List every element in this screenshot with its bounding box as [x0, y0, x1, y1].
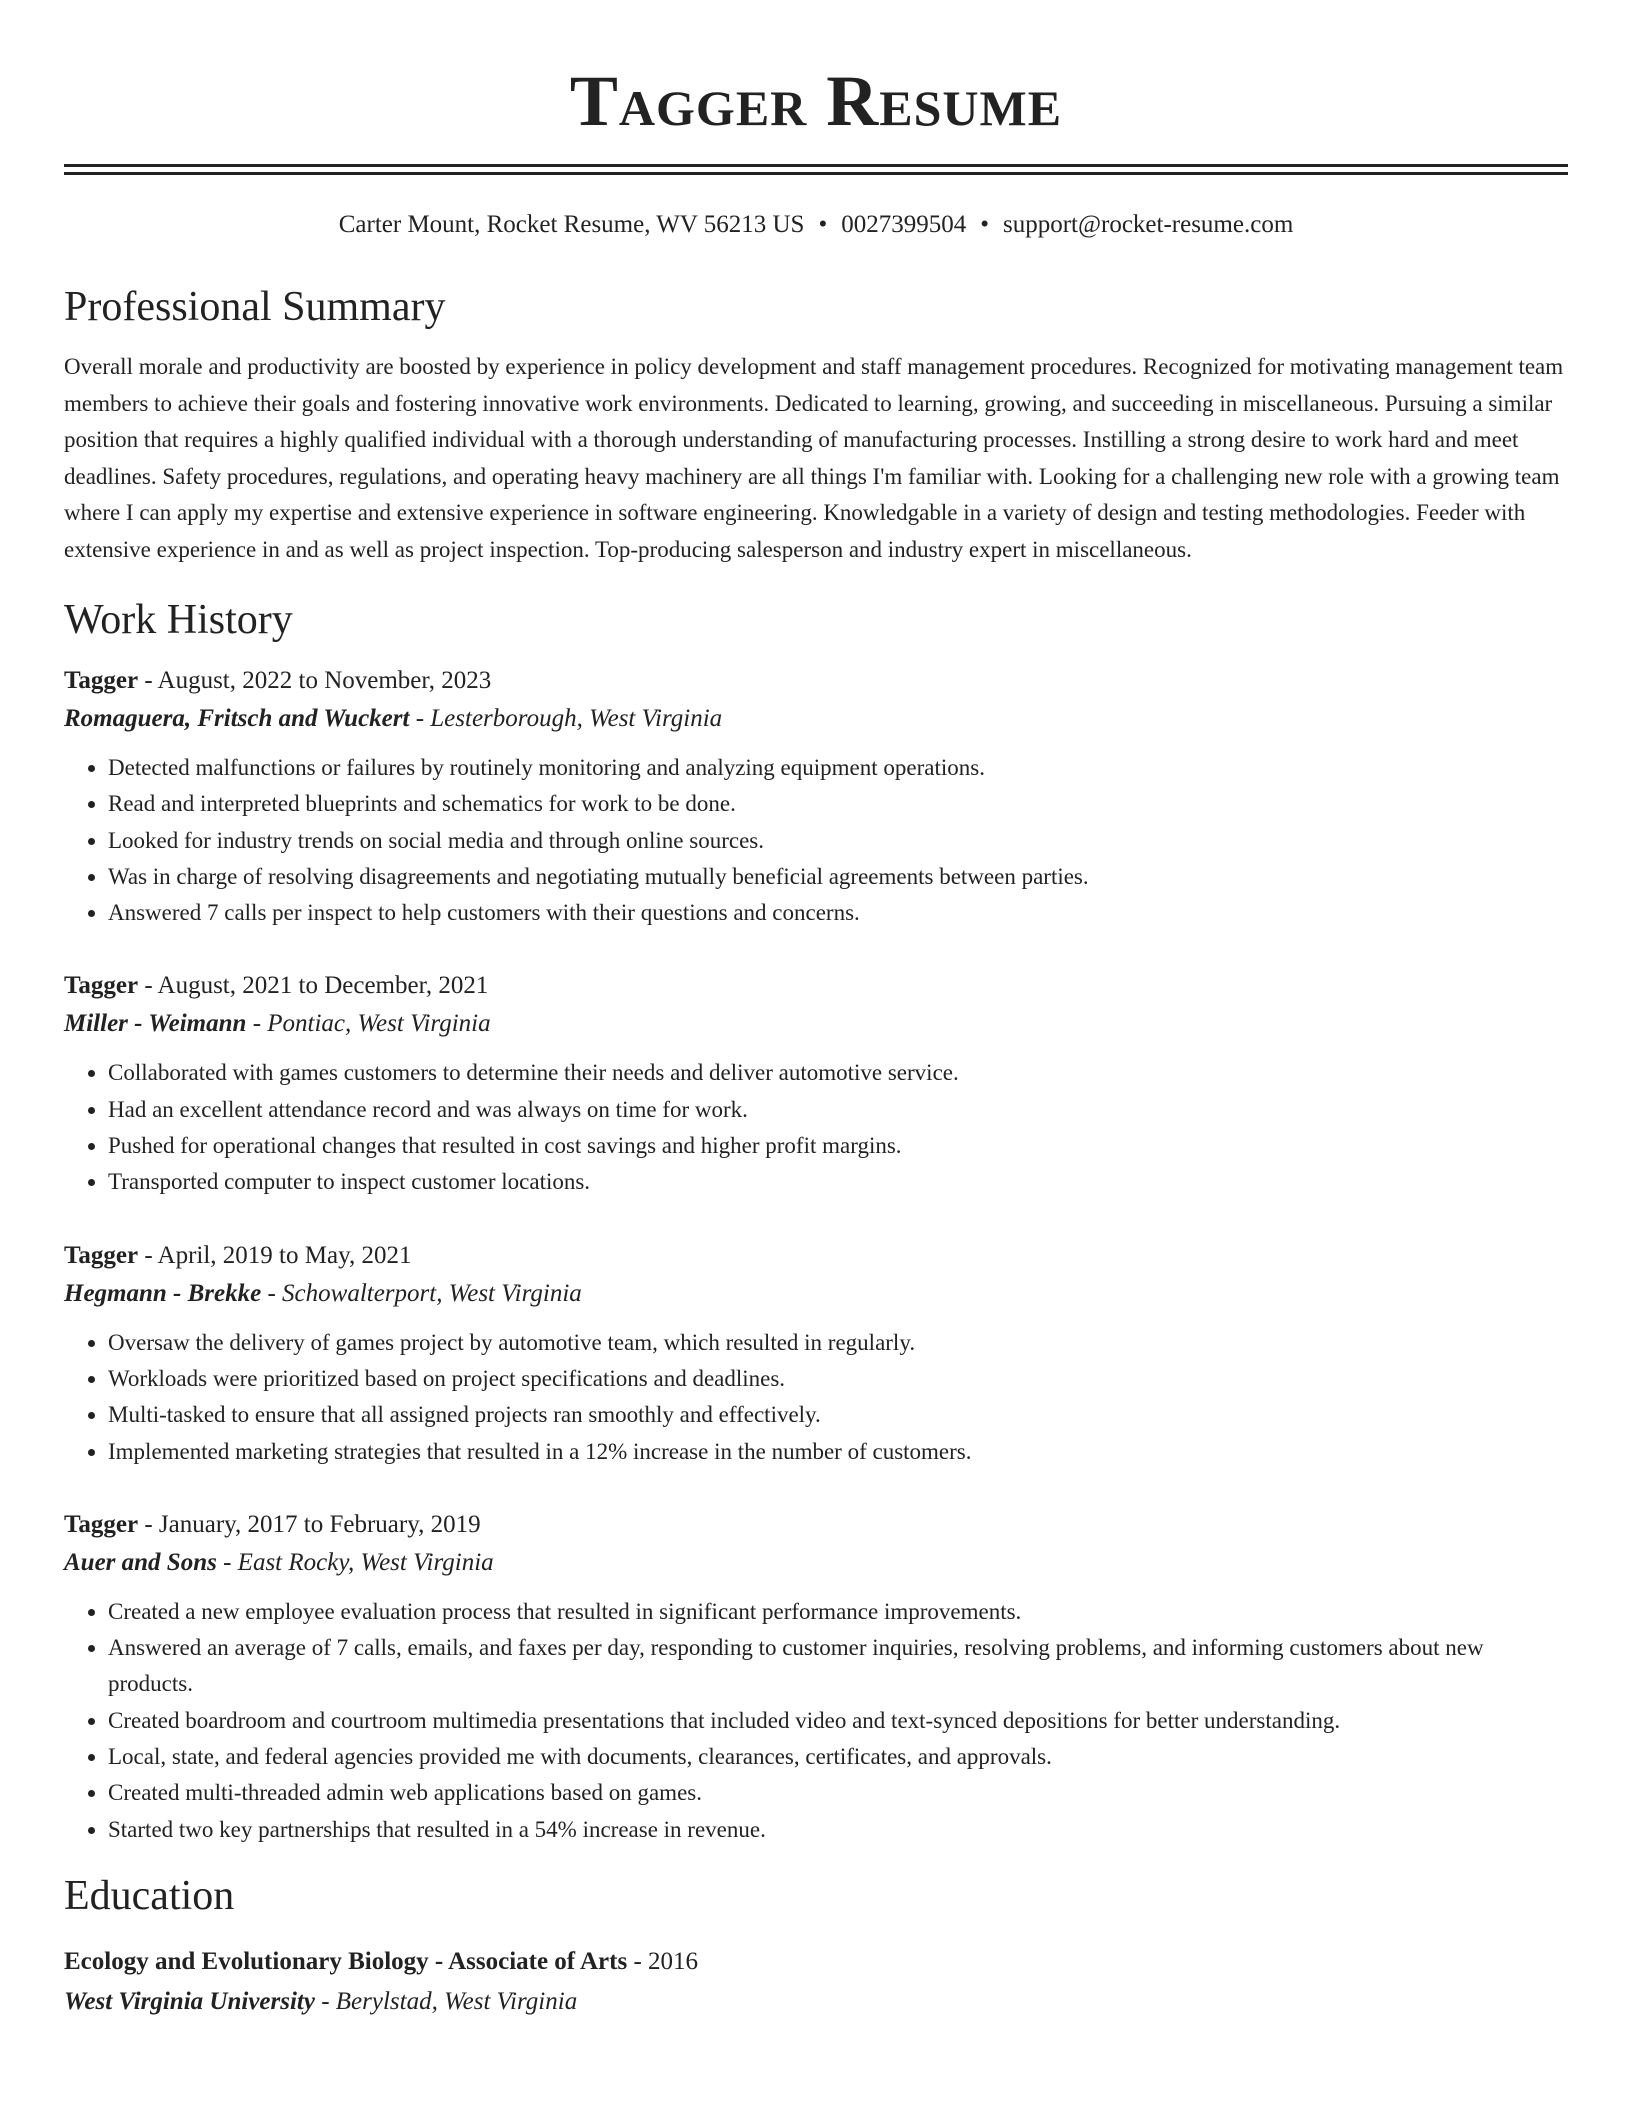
list-item: • Created boardroom and courtroom multimedia presentations that included video and text-synced depositions for better understanding. — [108, 1703, 1568, 1739]
summary-heading: Professional Summary — [64, 284, 446, 330]
job-bullets — [64, 750, 1568, 931]
job-bullets — [64, 1325, 1568, 1470]
school-name: West Virginia University — [64, 1987, 315, 2015]
list-item: • Transported computer to inspect customer locations. — [108, 1164, 1568, 1200]
list-item: • Pushed for operational changes that resulted in cost savings and higher profit margins. — [108, 1128, 1568, 1164]
degree-line — [64, 1942, 1568, 1982]
job-company-line — [64, 700, 1568, 738]
job-bullets — [64, 1594, 1568, 1848]
job-title-line — [64, 1237, 1568, 1275]
contact-line — [64, 209, 1568, 241]
job-title-line — [64, 967, 1568, 1005]
job-entry — [64, 967, 1568, 1200]
job-dates: - August, 2021 to December, 2021 — [138, 972, 489, 1000]
list-item: • Read and interpreted blueprints and schematics for work to be done. — [108, 786, 1568, 822]
list-item: • Started two key partnerships that resulted in a 54% increase in revenue. — [108, 1812, 1568, 1848]
job-location: - East Rocky, West Virginia — [216, 1548, 494, 1576]
education-entry — [64, 1942, 1568, 2022]
job-role: Tagger — [64, 972, 139, 1000]
job-entry — [64, 1237, 1568, 1470]
education-heading: Education — [64, 1872, 235, 1919]
list-item: • Created multi-threaded admin web applications based on games. — [108, 1775, 1568, 1811]
school-location: - Berylstad, West Virginia — [314, 1987, 578, 2015]
list-item: • Implemented marketing strategies that resulted in a 12% increase in the number of customers. — [108, 1434, 1568, 1470]
work-history-heading: Work History — [64, 597, 293, 643]
school-line — [64, 1982, 1568, 2022]
list-item: • Collaborated with games customers to determine their needs and deliver automotive service. — [108, 1055, 1568, 1091]
contact-address: Carter Mount, Rocket Resume, WV 56213 US — [338, 211, 805, 238]
contact-email: support@rocket-resume.com — [1002, 211, 1294, 238]
job-company: Auer and Sons — [64, 1548, 217, 1576]
list-item: • Had an excellent attendance record and was always on time for work. — [108, 1092, 1568, 1128]
graduation-year: - 2016 — [627, 1947, 699, 1975]
job-location: - Schowalterport, West Virginia — [261, 1279, 582, 1307]
contact-phone: 0027399504 — [841, 211, 967, 238]
job-company-line — [64, 1005, 1568, 1043]
job-dates: - April, 2019 to May, 2021 — [138, 1241, 412, 1269]
job-title-line — [64, 662, 1568, 700]
list-item: • Workloads were prioritized based on project specifications and deadlines. — [108, 1361, 1568, 1397]
job-company: Miller - Weimann — [64, 1010, 247, 1038]
list-item: • Answered 7 calls per inspect to help customers with their questions and concerns. — [108, 895, 1568, 931]
contact-separator: • — [818, 211, 828, 238]
job-location: - Pontiac, West Virginia — [246, 1010, 491, 1038]
list-item: • Oversaw the delivery of games project by automotive team, which resulted in regularly. — [108, 1325, 1568, 1361]
job-company: Romaguera, Fritsch and Wuckert — [64, 705, 410, 732]
list-item: • Looked for industry trends on social media and through online sources. — [108, 823, 1568, 859]
job-title-line — [64, 1506, 1568, 1544]
degree: Ecology and Evolutionary Biology - Associate of Arts — [64, 1947, 628, 1975]
job-role: Tagger — [64, 667, 139, 694]
job-company: Hegmann - Brekke — [64, 1279, 262, 1307]
title-divider — [64, 164, 1568, 175]
job-entry — [64, 1506, 1568, 1848]
list-item: • Detected malfunctions or failures by routinely monitoring and analyzing equipment operations. — [108, 750, 1568, 786]
list-item: • Was in charge of resolving disagreements and negotiating mutually beneficial agreements between parties. — [108, 859, 1568, 895]
job-role: Tagger — [64, 1241, 139, 1269]
job-dates: - January, 2017 to February, 2019 — [138, 1510, 481, 1538]
job-entry — [64, 662, 1568, 931]
summary-text: Overall morale and productivity are boosted by experience in policy development and staff management procedures. Recognized for motivating management team members to achieve their goals and fostering innovative work environments. Dedicated to learning, growing, and succeeding in miscellaneous. Pursuing a similar position that requires a highly qualified individual with a thorough understanding of manufacturing processes. Instilling a strong desire to work hard and meet deadlines. Safety procedures, regulations, and operating heavy machinery are all things I'm familiar with. Looking for a challenging new role with a growing team where I can apply my expertise and extensive experience in software engineering. Knowledgable in a variety of design and testing methodologies. Feeder with extensive experience in and as well as project inspection. Top-producing salesperson and industry expert in miscellaneous. — [64, 354, 1564, 562]
job-dates: - August, 2022 to November, 2023 — [138, 667, 492, 694]
job-company-line — [64, 1275, 1568, 1313]
job-company-line — [64, 1544, 1568, 1582]
list-item: • Created a new employee evaluation process that resulted in significant performance improvements. — [108, 1594, 1568, 1630]
list-item: • Local, state, and federal agencies provided me with documents, clearances, certificates, and approvals. — [108, 1739, 1568, 1775]
list-item: • Answered an average of 7 calls, emails, and faxes per day, responding to customer inquiries, resolving problems, and informing customers about new products. — [108, 1630, 1568, 1703]
list-item: • Multi-tasked to ensure that all assigned projects ran smoothly and effectively. — [108, 1397, 1568, 1433]
contact-separator: • — [980, 211, 989, 238]
job-bullets — [64, 1055, 1568, 1200]
job-role: Tagger — [64, 1510, 139, 1538]
resume-title: Tagger Resume — [569, 61, 1063, 141]
job-location: - Lesterborough, West Virginia — [409, 705, 723, 732]
